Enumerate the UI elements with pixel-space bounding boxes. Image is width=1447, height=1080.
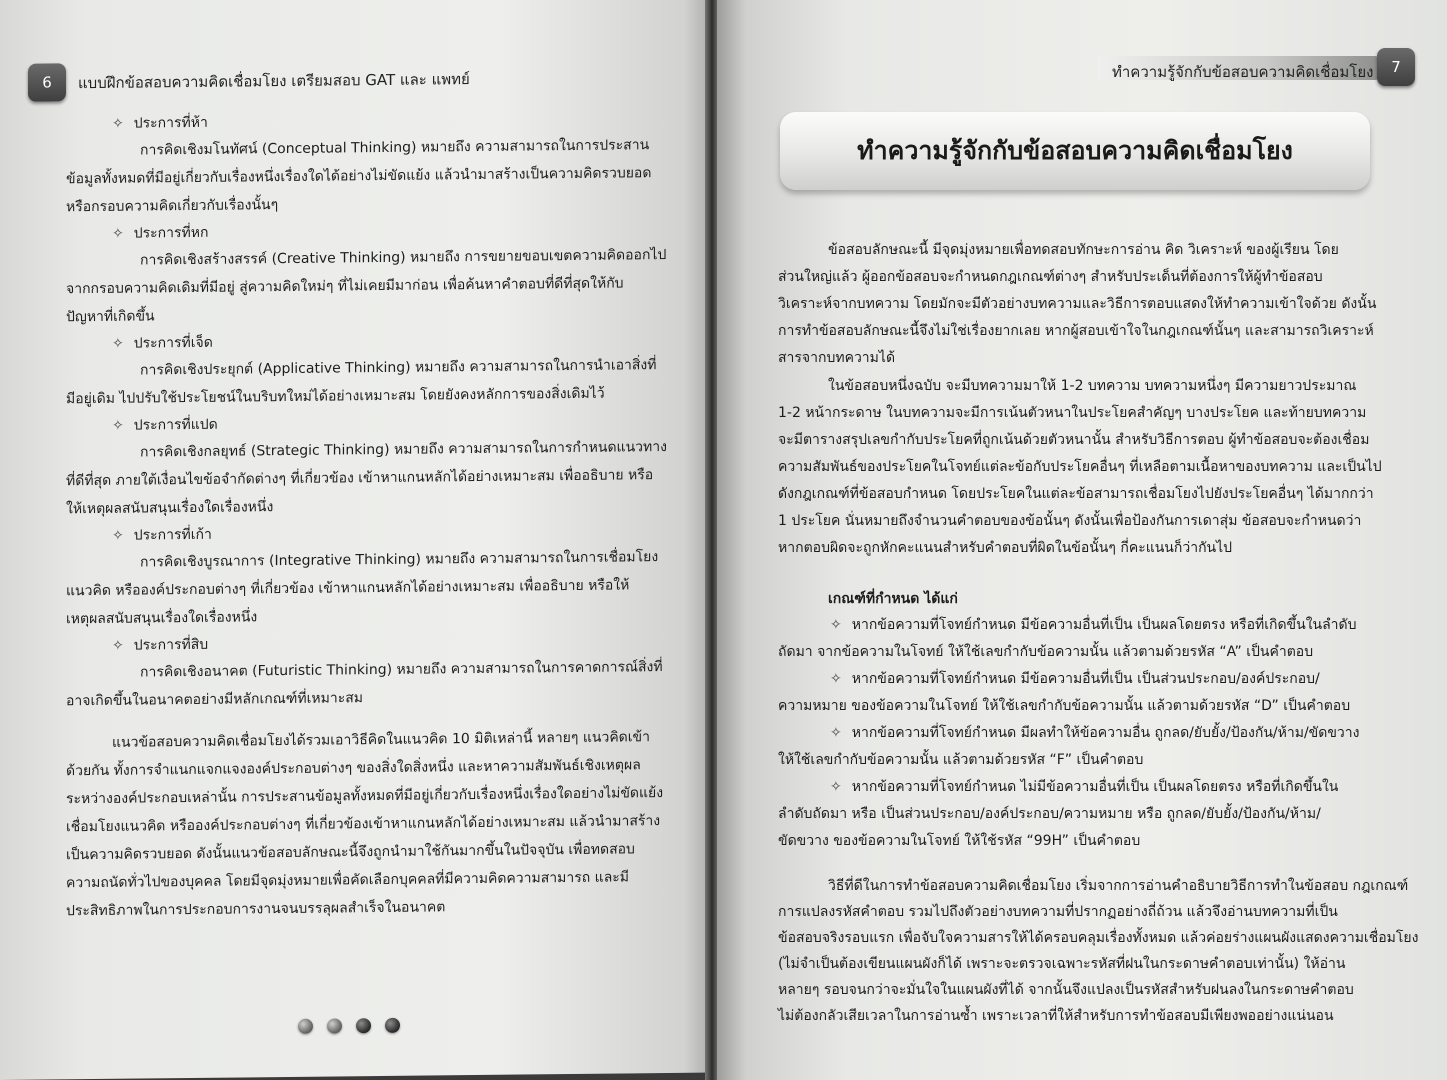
criteria-line: ถัดมา จากข้อความในโจทย์ ให้ใช้เลขกำกับข้อความนั้น แล้วตามด้วยรหัส “A” เป็นคำตอบ — [778, 644, 1314, 660]
para1-line: วิเคราะห์จากบทความ โดยมักจะมีตัวอย่างบทความและวิธีการตอบแสดงให้ทำความเข้าใจด้วย ดังนั้น — [778, 296, 1377, 312]
criteria-line-text: หากข้อความที่โจทย์กำหนด มีผลทำให้ข้อความอื่น ถูกลด/ยับยั้ง/ป้องกัน/ห้าม/ขัดขวาง — [851, 725, 1360, 741]
section-line: จากกรอบความคิดเดิมที่มีอยู่ สู่ความคิดใหม่ๆ ที่ไม่เคยมีมาก่อน เพื่อค้นหาคำตอบที่ดีที่สุดให้กับ — [66, 275, 624, 298]
page-number-left: 6 — [28, 63, 66, 101]
chapter-title: ทำความรู้จักกับข้อสอบความคิดเชื่อมโยง — [780, 112, 1370, 190]
section-line: การคิดเชิงกลยุทธ์ (Strategic Thinking) หมายถึง ความสามารถในการกำหนดแนวทาง — [140, 439, 667, 461]
section-line: ที่ดีที่สุด ภายใต้เงื่อนไขข้อจำกัดต่างๆ ที่เกี่ยวข้อง เข้าหาแกนหลักได้อย่างเหมาะสม เพื่ออธิบาย หรือ — [66, 467, 654, 490]
section-heading-text: ประการที่ห้า — [133, 114, 208, 132]
para3-line: ไม่ต้องกลัวเสียเวลาในการอ่านซ้ำ เพราะเวลาที่ให้สำหรับการทำข้อสอบมีเพียงพออย่างแน่นอน — [778, 1008, 1334, 1024]
para2-line: ดังกฎเกณฑ์ที่ข้อสอบกำหนด โดยประโยคในแต่ละข้อสามารถเชื่อมโยงไปยังประโยคอื่นๆ ได้มากกว่า — [778, 486, 1374, 502]
section-heading-text: ประการที่หก — [133, 224, 209, 242]
flourish-icon: ✧ — [112, 335, 124, 352]
section-heading — [112, 222, 208, 245]
criteria-line — [830, 773, 1338, 801]
section-line: ปัญหาที่เกิดขึ้น — [66, 308, 155, 326]
flourish-icon: ✧ — [830, 617, 842, 633]
flourish-icon: ✧ — [830, 725, 842, 741]
criteria-line — [830, 665, 1320, 693]
section-line: การคิดเชิงอนาคต (Futuristic Thinking) หมายถึง ความสามารถในการคาดการณ์สิ่งที่ — [140, 659, 663, 681]
criteria-heading: เกณฑ์ที่กำหนด ได้แก่ — [828, 591, 958, 607]
criteria-line — [830, 611, 1357, 639]
criteria-line-text: หากข้อความที่โจทย์กำหนด มีข้อความอื่นที่เป็น เป็นส่วนประกอบ/องค์ประกอบ/ — [851, 671, 1320, 687]
dot — [385, 1018, 400, 1033]
running-head-left: แบบฝึกข้อสอบความคิดเชื่อมโยง เตรียมสอบ GAT และ แพทย์ — [78, 70, 470, 93]
flourish-icon: ✧ — [112, 225, 124, 242]
para1-line: ข้อสอบลักษณะนี้ มีจุดมุ่งหมายเพื่อทดสอบทักษะการอ่าน คิด วิเคราะห์ ของผู้เรียน โดย — [828, 242, 1339, 258]
section-heading-text: ประการที่สิบ — [133, 636, 209, 654]
section-line: หรือกรอบความคิดเกี่ยวกับเรื่องนั้นๆ — [66, 197, 279, 216]
section-heading — [112, 414, 218, 437]
dot — [356, 1018, 371, 1033]
section-heading — [112, 634, 208, 657]
criteria-line: ขัดขวาง ของข้อความในโจทย์ ให้ใช้รหัส “99H” เป็นคำตอบ — [778, 833, 1141, 849]
para2-line: 1 ประโยค นั่นหมายถึงจำนวนคำตอบของข้อนั้นๆ ดังนั้นเพื่อป้องกันการเดาสุ่ม ข้อสอบจะกำหนดว่า — [778, 513, 1362, 529]
section-line: แนวคิด หรือองค์ประกอบต่างๆ ที่เกี่ยวข้อง เข้าหาแกนหลักได้อย่างเหมาะสม เพื่ออธิบาย หรือให้ — [66, 577, 630, 600]
section-line: เหตุผลสนับสนุนเรื่องใดเรื่องหนึ่ง — [66, 609, 258, 628]
criteria-line-text: หากข้อความที่โจทย์กำหนด ไม่มีข้อความอื่นที่เป็น เป็นผลโดยตรง หรือที่เกิดขึ้นใน — [851, 779, 1339, 795]
section-heading-text: ประการที่แปด — [133, 416, 218, 434]
section-line: อาจเกิดขึ้นในอนาคตอย่างมีหลักเกณฑ์ที่เหมาะสม — [66, 690, 363, 710]
section-heading — [112, 112, 208, 135]
page-dots — [298, 1018, 400, 1034]
criteria-line-text: หากข้อความที่โจทย์กำหนด มีข้อความอื่นที่เป็น เป็นผลโดยตรง หรือที่เกิดขึ้นในลำดับ — [851, 617, 1357, 633]
left-page — [0, 0, 713, 1080]
para2-line: จะมีตารางสรุปเลขกำกับประโยคที่ถูกเน้นด้วยตัวหนานั้น สำหรับวิธีการตอบ ผู้ทำข้อสอบจะต้องเชื่อม — [778, 432, 1370, 448]
flourish-icon: ✧ — [112, 417, 124, 434]
closing-line: เป็นความคิดรวบยอด ดังนั้นแนวข้อสอบลักษณะนี้จึงถูกนำมาใช้กันมากขึ้นในปัจจุบัน เพื่อทดสอบ — [66, 841, 635, 864]
flourish-icon: ✧ — [112, 115, 124, 132]
closing-line: เชื่อมโยงแนวคิด หรือองค์ประกอบต่างๆ ที่เกี่ยวข้องเข้าหาแกนหลักได้อย่างเหมาะสม แล้วนำมาสร้าง — [66, 813, 661, 836]
criteria-line: ลำดับถัดมา หรือ เป็นส่วนประกอบ/องค์ประกอบ/ความหมาย หรือ ถูกลด/ยับยั้ง/ป้องกัน/ห้าม/ — [778, 806, 1321, 822]
running-head-right: ทำความรู้จักกับข้อสอบความคิดเชื่อมโยง — [1112, 63, 1374, 81]
para3-line: วิธีที่ดีในการทำข้อสอบความคิดเชื่อมโยง เริ่มจากการอ่านคำอธิบายวิธีการทำในข้อสอบ กฎเกณฑ์ — [828, 878, 1409, 894]
criteria-line: ให้ใช้เลขกำกับข้อความนั้น แล้วตามด้วยรหัส “F” เป็นคำตอบ — [778, 752, 1144, 768]
closing-line: แนวข้อสอบความคิดเชื่อมโยงได้รวมเอาวิธีคิดในแนวคิด 10 มิติเหล่านี้ หลายๆ แนวคิดเข้า — [112, 729, 650, 751]
criteria-line: ความหมาย ของข้อความในโจทย์ ให้ใช้เลขกำกับข้อความนั้น แล้วตามด้วยรหัส “D” เป็นคำตอบ — [778, 698, 1351, 714]
page-number-right: 7 — [1377, 48, 1415, 86]
closing-line: ความถนัดทั่วไปของบุคคล โดยมีจุดมุ่งหมายเพื่อคัดเลือกบุคคลที่มีความคิดความสามารถ และมี — [66, 869, 630, 892]
flourish-icon: ✧ — [830, 779, 842, 795]
section-line: ข้อมูลทั้งหมดที่มีอยู่เกี่ยวกับเรื่องหนึ่งเรื่องใดได้อย่างไม่ขัดแย้ง แล้วนำมาสร้างเป็นความคิดรวบยอด — [66, 165, 652, 188]
section-line: การคิดเชิงสร้างสรรค์ (Creative Thinking) หมายถึง การขยายขอบเขตความคิดออกไป — [140, 247, 667, 269]
para2-line: ในข้อสอบหนึ่งฉบับ จะมีบทความมาให้ 1-2 บทความ บทความหนึ่งๆ มีความยาวประมาณ — [828, 378, 1357, 394]
flourish-icon: ✧ — [830, 671, 842, 687]
para3-line: หลายๆ รอบจนกว่าจะมั่นใจในแผนผังที่ได้ จากนั้นจึงแปลงเป็นรหัสสำหรับฝนลงในกระดาษคำตอบ — [778, 982, 1354, 998]
closing-line: ด้วยกัน ทั้งการจำแนกแจกแจงองค์ประกอบต่างๆ ของสิ่งใดสิ่งหนึ่ง และหาความสัมพันธ์เชิงเหตุผล — [66, 757, 641, 780]
closing-line: ประสิทธิภาพในการประกอบการงานจนบรรลุผลสำเร็จในอนาคต — [66, 899, 446, 920]
para1-line: สารจากบทความได้ — [778, 350, 896, 366]
criteria-line — [830, 719, 1359, 747]
section-line: ให้เหตุผลสนับสนุนเรื่องใดเรื่องหนึ่ง — [66, 499, 274, 518]
para1-line: การทำข้อสอบลักษณะนี้จึงไม่ใช่เรื่องยากเลย หากผู้สอบเข้าใจในกฎเกณฑ์นั้นๆ และสามารถวิเคราะห์ — [778, 323, 1374, 339]
section-heading — [112, 524, 212, 547]
section-heading-text: ประการที่เจ็ด — [133, 334, 213, 352]
para3-line: การแปลงรหัสคำตอบ รวมไปถึงตัวอย่างบทความที่ปรากฏอย่างถี่ถ้วน แล้วจึงอ่านบทความที่เป็น — [778, 904, 1338, 920]
dot — [327, 1018, 342, 1033]
flourish-icon: ✧ — [112, 527, 124, 544]
para3-line: (ไม่จำเป็นต้องเขียนแผนผังก็ได้ เพราะจะตรวจเฉพาะรหัสที่ฝนในกระดาษคำตอบเท่านั้น) ให้อ่าน — [778, 956, 1346, 972]
para2-line: 1-2 หน้ากระดาษ ในบทความจะมีการเน้นตัวหนาในประโยคสำคัญๆ บางประโยค และท้ายบทความ — [778, 405, 1367, 421]
section-line: การคิดเชิงมโนทัศน์ (Conceptual Thinking) หมายถึง ความสามารถในการประสาน — [140, 137, 650, 159]
para1-line: ส่วนใหญ่แล้ว ผู้ออกข้อสอบจะกำหนดกฎเกณฑ์ต่างๆ สำหรับประเด็นที่ต้องการให้ผู้ทำข้อสอบ — [778, 269, 1323, 285]
section-line: การคิดเชิงบูรณาการ (Integrative Thinking) หมายถึง ความสามารถในการเชื่อมโยง — [140, 549, 659, 571]
para2-line: หากตอบผิดจะถูกหักคะแนนสำหรับคำตอบที่ผิดในข้อนั้นๆ กี่คะแนนก็ว่ากันไป — [778, 540, 1233, 556]
flourish-icon: ✧ — [112, 637, 124, 654]
para3-line: ข้อสอบจริงรอบแรก เพื่อจับใจความสารให้ได้ครอบคลุมเรื่องทั้งหมด แล้วค่อยร่างแผนผังแสดงความเชื่อมโยง — [778, 930, 1419, 946]
para2-line: ความสัมพันธ์ของประโยคในโจทย์แต่ละข้อกับประโยคอื่นๆ ที่เหลือตามเนื้อหาของบทความ และเป็นไป — [778, 459, 1382, 475]
section-line: การคิดเชิงประยุกต์ (Applicative Thinking) หมายถึง ความสามารถในการนำเอาสิ่งที่ — [140, 357, 657, 379]
closing-line: ระหว่างองค์ประกอบเหล่านั้น การประสานข้อมูลทั้งหมดที่มีอยู่เกี่ยวกับเรื่องหนึ่งเรื่องใดอย่างไม่ขัดแย้ง — [66, 785, 664, 808]
section-heading-text: ประการที่เก้า — [133, 526, 212, 544]
section-line: มีอยู่เดิม ไปปรับใช้ประโยชน์ในบริบทใหม่ได้อย่างเหมาะสม โดยยังคงหลักการของสิ่งเดิมไว้ — [66, 385, 605, 408]
section-heading — [112, 332, 213, 355]
dot — [298, 1019, 313, 1034]
